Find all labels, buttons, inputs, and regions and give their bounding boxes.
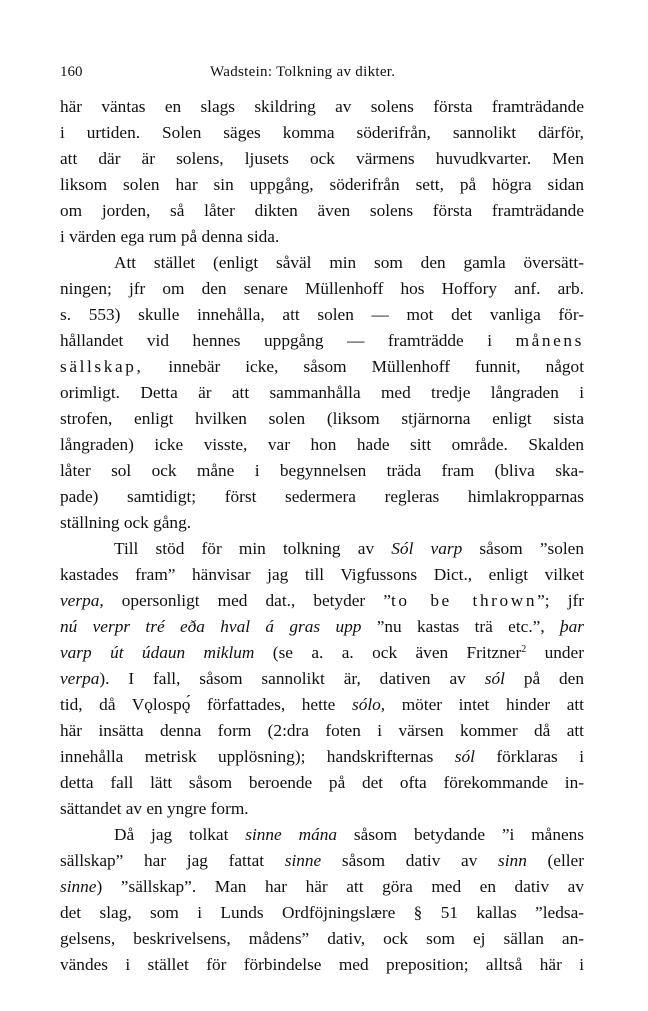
text-segment: det slag, som i Lunds Ordföjningslære § 51 kallas ”ledsa- bbox=[60, 903, 584, 922]
page-header bbox=[60, 64, 584, 94]
text-segment: Till stöd för min tolkning av bbox=[114, 539, 392, 558]
text-segment: ”nu kastas trä etc.”, bbox=[361, 617, 560, 636]
text-segment: möter intet hinder att bbox=[385, 695, 584, 714]
text-line bbox=[60, 484, 584, 510]
italic-term: sinne mána bbox=[245, 825, 338, 844]
text-segment: orimligt. Detta är att sammanhålla med tredje långraden i bbox=[60, 383, 584, 402]
italic-term: varp út údaun miklum bbox=[60, 643, 255, 662]
text-line bbox=[60, 120, 584, 146]
text-segment: ) ”sällskap”. Man har här att göra med en dativ av bbox=[96, 877, 584, 896]
text-line bbox=[60, 900, 584, 926]
text-line bbox=[60, 458, 584, 484]
text-line bbox=[60, 380, 584, 406]
text-line bbox=[60, 692, 584, 718]
text-line bbox=[60, 952, 584, 978]
text-segment: Att stället (enligt såväl min som den gamla översätt- bbox=[114, 253, 584, 272]
text-line bbox=[60, 432, 584, 458]
text-segment: ställning ock gång. bbox=[60, 513, 192, 532]
text-segment: s. 553) skulle innehålla, att solen — mot det vanliga för- bbox=[60, 305, 584, 324]
text-line bbox=[60, 94, 584, 120]
text-segment: i värden ega rum på denna sida. bbox=[60, 227, 280, 246]
text-line bbox=[60, 640, 584, 666]
text-segment: Då jag tolkat bbox=[114, 825, 246, 844]
text-segment: låter sol ock måne i begynnelsen träda fram (bliva ska- bbox=[60, 461, 584, 480]
text-segment: detta fall lätt såsom beroende på det ofta förekommande in- bbox=[60, 773, 584, 792]
page-number: 160 bbox=[60, 64, 83, 80]
italic-term: sinne bbox=[284, 851, 322, 870]
italic-term: Sól varp bbox=[391, 539, 463, 558]
body-text bbox=[60, 94, 584, 978]
text-segment: i urtiden. Solen säges komma söderifrån, sannolikt därför, bbox=[60, 123, 584, 142]
text-line bbox=[60, 614, 584, 640]
text-line bbox=[60, 848, 584, 874]
text-line bbox=[60, 146, 584, 172]
text-segment: här väntas en slags skildring av solens första framträdande bbox=[60, 97, 584, 116]
text-segment: innehålla metrisk upplösning); handskrifternas bbox=[60, 747, 455, 766]
italic-term: sól bbox=[454, 747, 475, 766]
text-segment: (se a. a. ock även Fritzner bbox=[254, 643, 522, 662]
text-segment: sättandet av en yngre form. bbox=[60, 799, 249, 818]
text-line bbox=[60, 354, 584, 380]
text-line bbox=[60, 926, 584, 952]
text-segment: förklaras i bbox=[474, 747, 584, 766]
text-line bbox=[60, 874, 584, 900]
text-line bbox=[60, 224, 584, 250]
text-segment: kastades fram” hänvisar jag till Vigfussons Dict., enligt vilket bbox=[60, 565, 584, 584]
text-line bbox=[60, 510, 584, 536]
document-page bbox=[60, 64, 584, 978]
text-line bbox=[60, 562, 584, 588]
text-segment: på den bbox=[504, 669, 584, 688]
text-line bbox=[60, 588, 584, 614]
text-segment: liksom solen har sin uppgång, söderifrån sett, på högra sidan bbox=[60, 175, 584, 194]
text-line bbox=[60, 744, 584, 770]
spaced-emphasis: sällskap, bbox=[60, 357, 144, 376]
text-line bbox=[60, 198, 584, 224]
italic-term: þar bbox=[560, 617, 584, 636]
text-segment: ningen; jfr om den senare Müllenhoff hos Hoffory anf. arb. bbox=[60, 279, 584, 298]
text-segment: tid, då Vǫlospǫ́ författades, hette bbox=[60, 695, 352, 714]
running-title: Wadstein: Tolkning av dikter. bbox=[210, 64, 396, 80]
text-line bbox=[60, 770, 584, 796]
italic-term: sinn bbox=[498, 851, 527, 870]
text-line bbox=[60, 822, 584, 848]
text-line bbox=[60, 250, 584, 276]
text-line bbox=[60, 302, 584, 328]
spaced-emphasis: to be thrown bbox=[390, 591, 538, 610]
text-segment: såsom dativ av bbox=[321, 851, 499, 870]
footnote-ref: 2 bbox=[521, 644, 527, 655]
text-segment: pade) samtidigt; först sedermera regleras himlakropparnas bbox=[60, 487, 584, 506]
text-segment: innebär icke, såsom Müllenhoff funnit, något bbox=[143, 357, 584, 376]
text-segment: gelsens, beskrivelsens, mådens” dativ, ock som ej sällan an- bbox=[60, 929, 584, 948]
text-segment: under bbox=[526, 643, 584, 662]
text-segment: hållandet vid hennes uppgång — framträdde i bbox=[60, 331, 516, 350]
text-segment: att där är solens, ljusets ock värmens huvudkvarter. Men bbox=[60, 149, 584, 168]
text-segment: ). I fall, såsom sannolikt är, dativen av bbox=[99, 669, 485, 688]
text-line bbox=[60, 172, 584, 198]
text-segment: ”; jfr bbox=[537, 591, 584, 610]
text-line bbox=[60, 536, 584, 562]
text-segment: sällskap” har jag fattat bbox=[60, 851, 285, 870]
text-segment: vändes i stället för förbindelse med preposition; alltså här i bbox=[60, 955, 584, 974]
text-line bbox=[60, 718, 584, 744]
italic-term: verpa, bbox=[60, 591, 104, 610]
text-line bbox=[60, 796, 584, 822]
italic-term: sinne bbox=[60, 877, 97, 896]
text-segment: långraden) icke visste, var hon hade sitt område. Skalden bbox=[60, 435, 584, 454]
text-segment: här insätta denna form (2:dra foten i värsen kommer då att bbox=[60, 721, 584, 740]
text-line bbox=[60, 666, 584, 692]
text-line bbox=[60, 328, 584, 354]
italic-term: sólo, bbox=[351, 695, 386, 714]
text-segment: om jorden, så låter dikten även solens första framträdande bbox=[60, 201, 584, 220]
text-segment: såsom betydande ”i månens bbox=[337, 825, 584, 844]
italic-term: nú verpr tré eða hval á gras upp bbox=[60, 617, 362, 636]
text-line bbox=[60, 406, 584, 432]
text-segment: strofen, enligt hvilken solen (liksom stjärnorna enligt sista bbox=[60, 409, 584, 428]
text-segment: (eller bbox=[526, 851, 584, 870]
text-segment: opersonligt med dat., betyder ” bbox=[103, 591, 391, 610]
italic-term: verpa bbox=[60, 669, 100, 688]
text-line bbox=[60, 276, 584, 302]
italic-term: sól bbox=[484, 669, 505, 688]
spaced-emphasis: månens bbox=[515, 331, 584, 350]
text-segment: såsom ”solen bbox=[462, 539, 584, 558]
